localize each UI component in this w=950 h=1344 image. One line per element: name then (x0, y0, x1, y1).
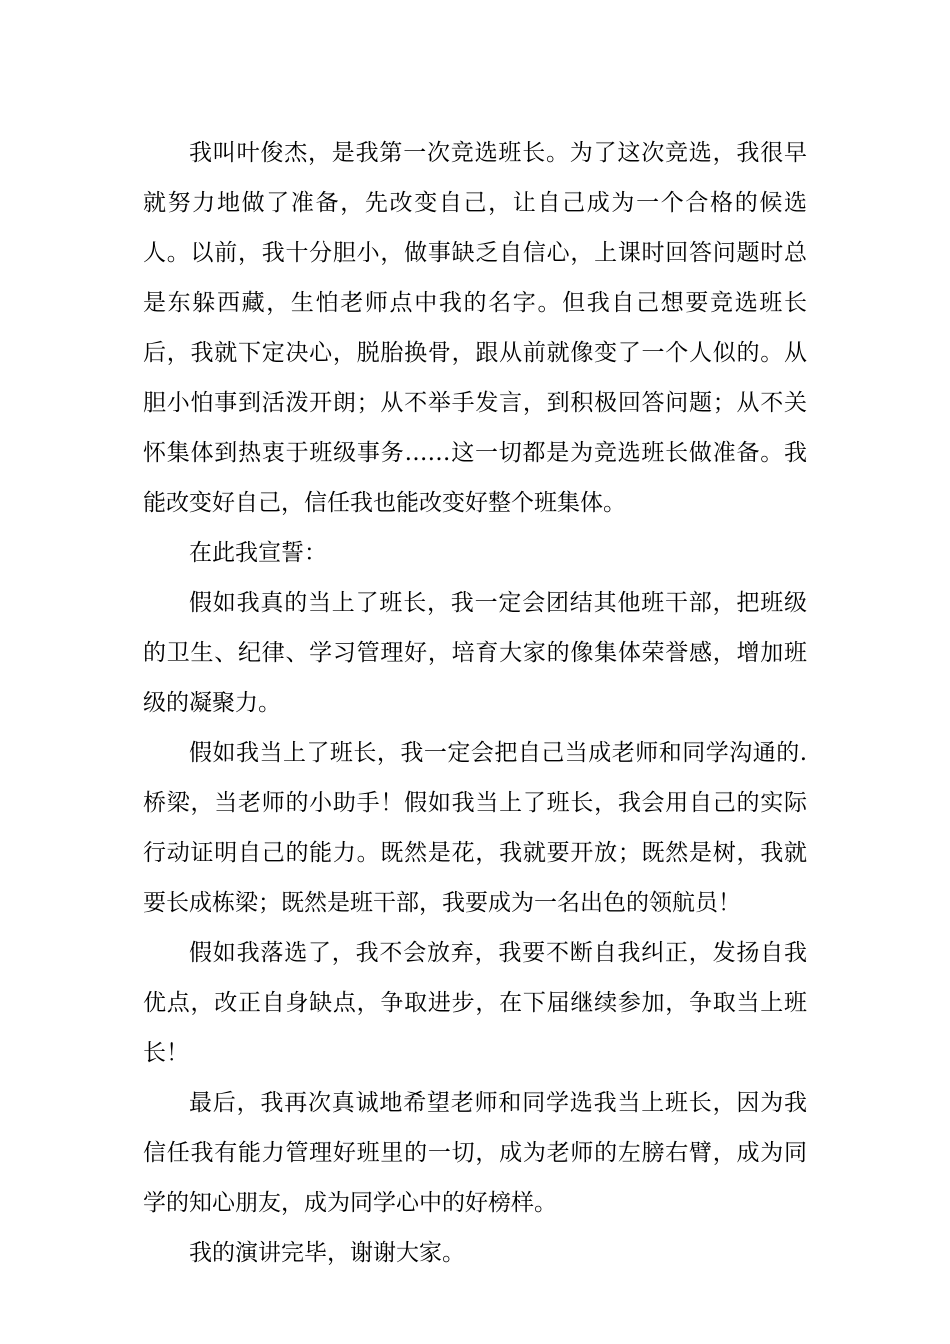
paragraph-closing-appeal: 最后，我再次真诚地希望老师和同学选我当上班长，因为我信任我有能力管理好班里的一切，成为老师的左膀右臂，成为同学的知心朋友，成为同学心中的好榜样。 (143, 1090, 807, 1216)
document-body (143, 128, 807, 1278)
paragraph-pledge-bridge: 假如我当上了班长，我一定会把自己当成老师和同学沟通的.桥梁，当老师的小助手！假如我当上了班长，我会用自己的实际行动证明自己的能力。既然是花，我就要开放；既然是树，我就要长成栋梁；既然是班干部，我要成为一名出色的领航员！ (143, 740, 807, 916)
paragraph-thanks: 我的演讲完毕，谢谢大家。 (189, 1240, 465, 1266)
paragraph-intro: 我叫叶俊杰，是我第一次竞选班长。为了这次竞选，我很早就努力地做了准备，先改变自己，让自己成为一个合格的候选人。以前，我十分胆小，做事缺乏自信心，上课时回答问题时总是东躲西藏，生怕老师点中我的名字。但我自己想要竞选班长后，我就下定决心，脱胎换骨，跟从前就像变了一个人似的。从胆小怕事到活泼开朗；从不举手发言，到积极回答问题；从不关怀集体到热衷于班级事务……这一切都是为竞选班长做准备。我能改变好自己，信任我也能改变好整个班集体。 (143, 140, 807, 516)
paragraph-if-lose: 假如我落选了，我不会放弃，我要不断自我纠正，发扬自我优点，改正自身缺点，争取进步，在下届继续参加，争取当上班长！ (143, 940, 807, 1066)
paragraph-oath: 在此我宣誓： (189, 540, 327, 566)
paragraph-pledge-unity: 假如我真的当上了班长，我一定会团结其他班干部，把班级的卫生、纪律、学习管理好，培育大家的像集体荣誉感，增加班级的凝聚力。 (143, 590, 807, 716)
